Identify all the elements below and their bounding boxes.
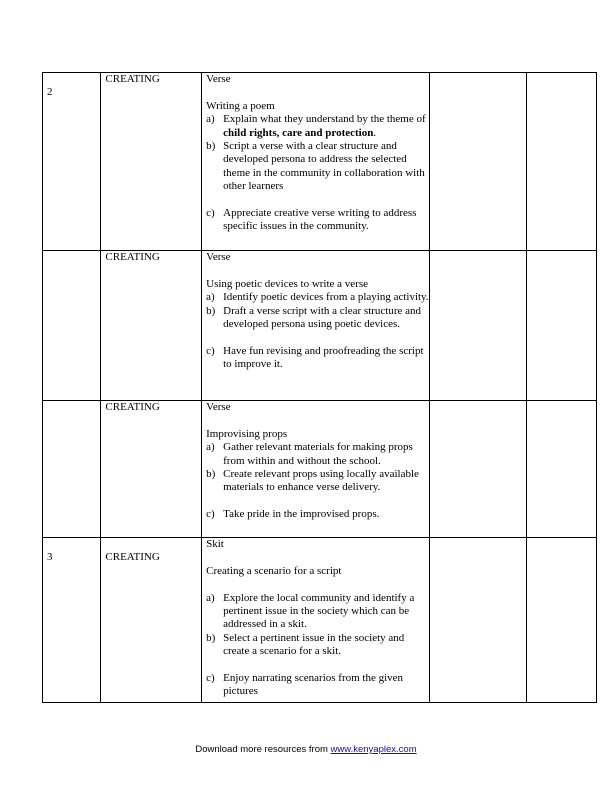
table-row (43, 401, 597, 538)
empty-cell (527, 401, 597, 538)
content-cell (202, 401, 430, 538)
week-cell (43, 251, 101, 401)
list-item: a) Explain what they understand by the theme of child rights, care and protection. (206, 113, 426, 139)
empty-cell (527, 538, 597, 703)
list-item: a) Explore the local community and identify a pertinent issue in the society which can be addressed in a skit. (206, 591, 415, 631)
list-item: c) Appreciate creative verse writing to address specific issues in the community. (206, 207, 417, 233)
theme-emphasis: child rights, care and protection (223, 126, 374, 139)
table-row (43, 73, 597, 251)
list-item: a) Gather relevant materials for making props from within and without the school. (206, 441, 413, 467)
outcomes-list (206, 592, 429, 699)
empty-cell (429, 401, 527, 538)
week-cell (43, 401, 101, 538)
page-footer (0, 744, 612, 755)
topic: Verse (206, 251, 231, 263)
scheme-of-work-table (42, 72, 597, 703)
strand-cell: CREATING (101, 538, 202, 703)
week-cell (43, 538, 101, 703)
strand-cell: CREATING (101, 401, 202, 538)
outcomes-list (206, 113, 429, 234)
content-cell (202, 251, 430, 401)
footer-text: Download more resources from (195, 744, 331, 755)
strand-cell: CREATING (101, 251, 202, 401)
strand-cell: CREATING (101, 73, 202, 251)
list-item: c) Have fun revising and proofreading the script to improve it. (206, 344, 424, 371)
table-row (43, 538, 597, 703)
table-row (43, 251, 597, 401)
list-item: b) Select a pertinent issue in the society and create a scenario for a skit. (206, 631, 405, 658)
topic: Verse (206, 73, 231, 85)
empty-cell (429, 73, 527, 251)
topic: Verse (206, 401, 231, 413)
list-item: b) Create relevant props using locally available materials to enhance verse delivery. (206, 468, 419, 494)
subtopic: Using poetic devices to write a verse (206, 277, 369, 290)
subtopic: Writing a poem (206, 99, 275, 112)
empty-cell (527, 73, 597, 251)
list-item: a) Identify poetic devices from a playing activity. (206, 291, 429, 304)
outcomes-list (206, 291, 429, 371)
subtopic: Creating a scenario for a script (206, 564, 342, 577)
subtopic: Improvising props (206, 427, 288, 440)
list-item: c) Take pride in the improvised props. (206, 508, 380, 521)
list-item: b) Draft a verse script with a clear structure and developed persona using poetic devices. (206, 304, 422, 331)
content-cell (202, 73, 430, 251)
week-number: 2 (47, 86, 53, 98)
content-cell (202, 538, 430, 703)
outcomes-list (206, 441, 429, 521)
empty-cell (429, 251, 527, 401)
list-item: c) Enjoy narrating scenarios from the given pictures (206, 672, 404, 698)
list-item: b) Script a verse with a clear structure and developed persona to address the selected theme in the community in collaboration with other learners (206, 140, 425, 193)
empty-cell (527, 251, 597, 401)
topic: Skit (206, 538, 224, 550)
week-number: 3 (47, 551, 53, 563)
week-cell (43, 73, 101, 251)
empty-cell (429, 538, 527, 703)
footer-link[interactable]: www.kenyaplex.com (330, 744, 417, 755)
